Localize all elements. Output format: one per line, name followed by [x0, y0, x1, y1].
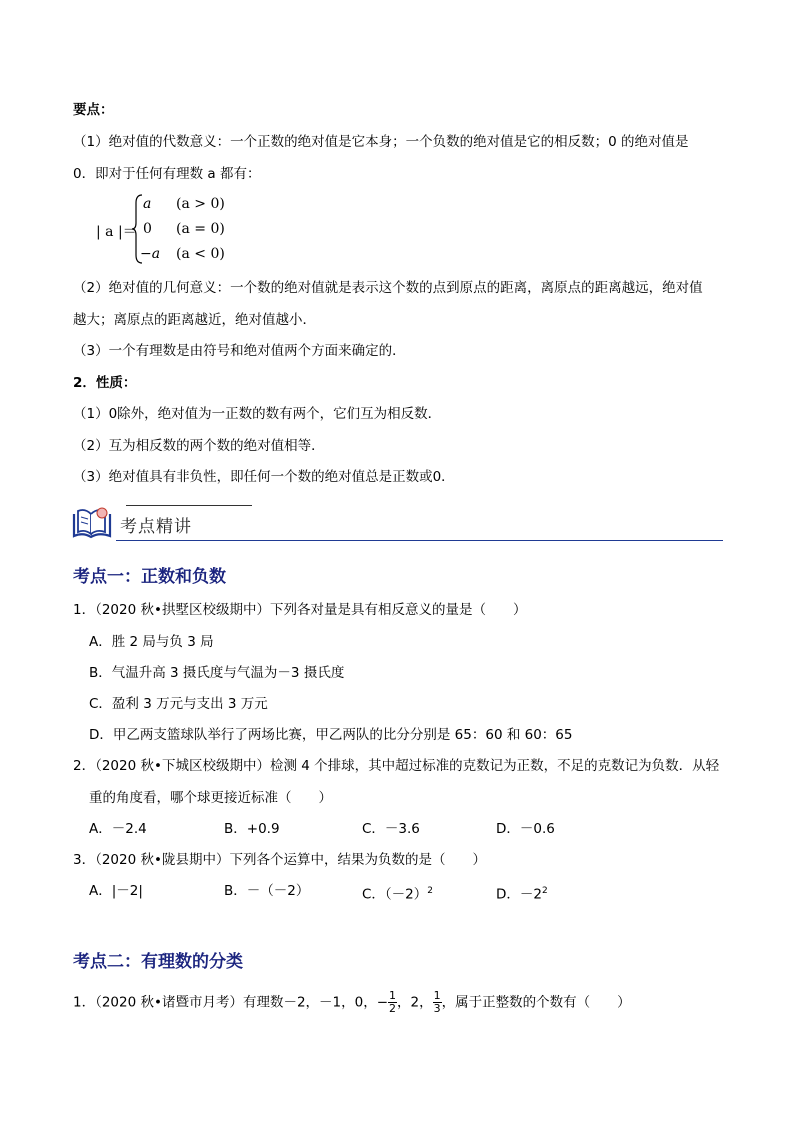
case-1-expr: a — [143, 196, 152, 212]
section-1-title: 考点一：正数和负数 — [73, 567, 226, 587]
book-icon — [70, 504, 114, 540]
section-banner — [70, 500, 723, 542]
s1-q2-option-a: A．－2.4 — [89, 821, 147, 837]
s2-q1-stem — [73, 990, 631, 1015]
s2-q1-suffix: ，属于正整数的个数有（ ） — [441, 994, 631, 1011]
key-point-1-line-1: （1）绝对值的代数意义：一个正数的绝对值是它本身；一个负数的绝对值是它的相反数；0 的绝对值是 — [73, 134, 689, 150]
frac1-num: 1 — [389, 989, 397, 1002]
s2-q1-prefix: 1．（2020 秋•诸暨市月考）有理数－2，－1，0， — [73, 994, 377, 1011]
banner-top-rule — [126, 505, 252, 506]
frac2-num: 1 — [433, 989, 441, 1002]
s1-q1-option-a: A．胜 2 局与负 3 局 — [89, 634, 214, 650]
s1-q2-stem-line-1: 2．（2020 秋•下城区校级期中）检测 4 个排球，其中超过标准的克数记为正数，不足的克数记为负数．从轻 — [73, 758, 720, 774]
property-2: （2）互为相反数的两个数的绝对值相等． — [73, 438, 325, 454]
s1-q2-stem-line-2: 重的角度看，哪个球更接近标准（ ） — [89, 790, 332, 806]
formula-lhs: | a |＝ — [96, 224, 137, 240]
s1-q3-option-c-text: C．（－2） — [362, 886, 428, 903]
s1-q3-option-b: B．－（－2） — [224, 883, 310, 899]
s1-q3-stem: 3．（2020 秋•陇县期中）下列各个运算中，结果为负数的是（ ） — [73, 852, 486, 868]
fraction-one-half — [388, 990, 397, 1015]
section-2-title: 考点二：有理数的分类 — [73, 952, 243, 972]
s1-q3-option-c-exp: 2 — [427, 886, 433, 896]
s1-q3-option-d-exp: 2 — [541, 886, 548, 896]
key-point-1-line-2: 0．即对于任何有理数 a 都有： — [73, 166, 261, 182]
s1-q3-option-c — [362, 881, 433, 905]
s1-q1-option-c: C．盈利 3 万元与支出 3 万元 — [89, 696, 268, 712]
s1-q1-option-d: D．甲乙两支篮球队举行了两场比赛，甲乙两队的比分分别是 65：60 和 60：65 — [89, 727, 573, 743]
case-3-expr: −a — [140, 246, 161, 262]
fraction-one-third — [433, 990, 442, 1015]
key-point-2-line-2: 越大；离原点的距离越近，绝对值越小． — [73, 312, 316, 328]
case-2-expr: 0 — [143, 221, 152, 237]
case-3-cond: (a < 0) — [176, 246, 225, 262]
s1-q2-option-d: D．－0.6 — [496, 821, 555, 837]
s1-q2-option-c: C．－3.6 — [362, 821, 420, 837]
key-point-3: （3）一个有理数是由符号和绝对值两个方面来确定的． — [73, 343, 406, 359]
banner-underline — [116, 540, 723, 542]
case-2-cond: (a = 0) — [176, 221, 225, 237]
s1-q2-option-b: B．+0.9 — [224, 821, 280, 837]
banner-title: 考点精讲 — [120, 517, 192, 537]
s1-q3-option-a: A．|－2| — [89, 883, 143, 899]
s2-q1-neg-sign: − — [376, 994, 389, 1011]
property-3: （3）绝对值具有非负性，即任何一个数的绝对值总是正数或0． — [73, 469, 455, 485]
s1-q3-option-d-text: D．－2 — [496, 886, 542, 903]
key-points-heading: 要点： — [73, 102, 114, 118]
case-1-cond: (a > 0) — [176, 196, 225, 212]
frac1-den: 2 — [389, 1002, 397, 1015]
property-1: （1）0除外，绝对值为一正数的数有两个，它们互为相反数． — [73, 406, 442, 422]
key-point-2-line-1: （2）绝对值的几何意义：一个数的绝对值就是表示这个数的点到原点的距离，离原点的距离越远，绝对值 — [73, 280, 703, 296]
s2-q1-mid: ，2， — [397, 994, 433, 1011]
s1-q3-option-d — [496, 881, 548, 905]
s1-q1-option-b: B．气温升高 3 摄氏度与气温为－3 摄氏度 — [89, 665, 345, 681]
properties-heading: 2．性质： — [73, 375, 137, 391]
s1-q1-stem: 1．（2020 秋•拱墅区校级期中）下列各对量是具有相反意义的量是（ ） — [73, 602, 527, 618]
frac2-den: 3 — [433, 1002, 441, 1015]
